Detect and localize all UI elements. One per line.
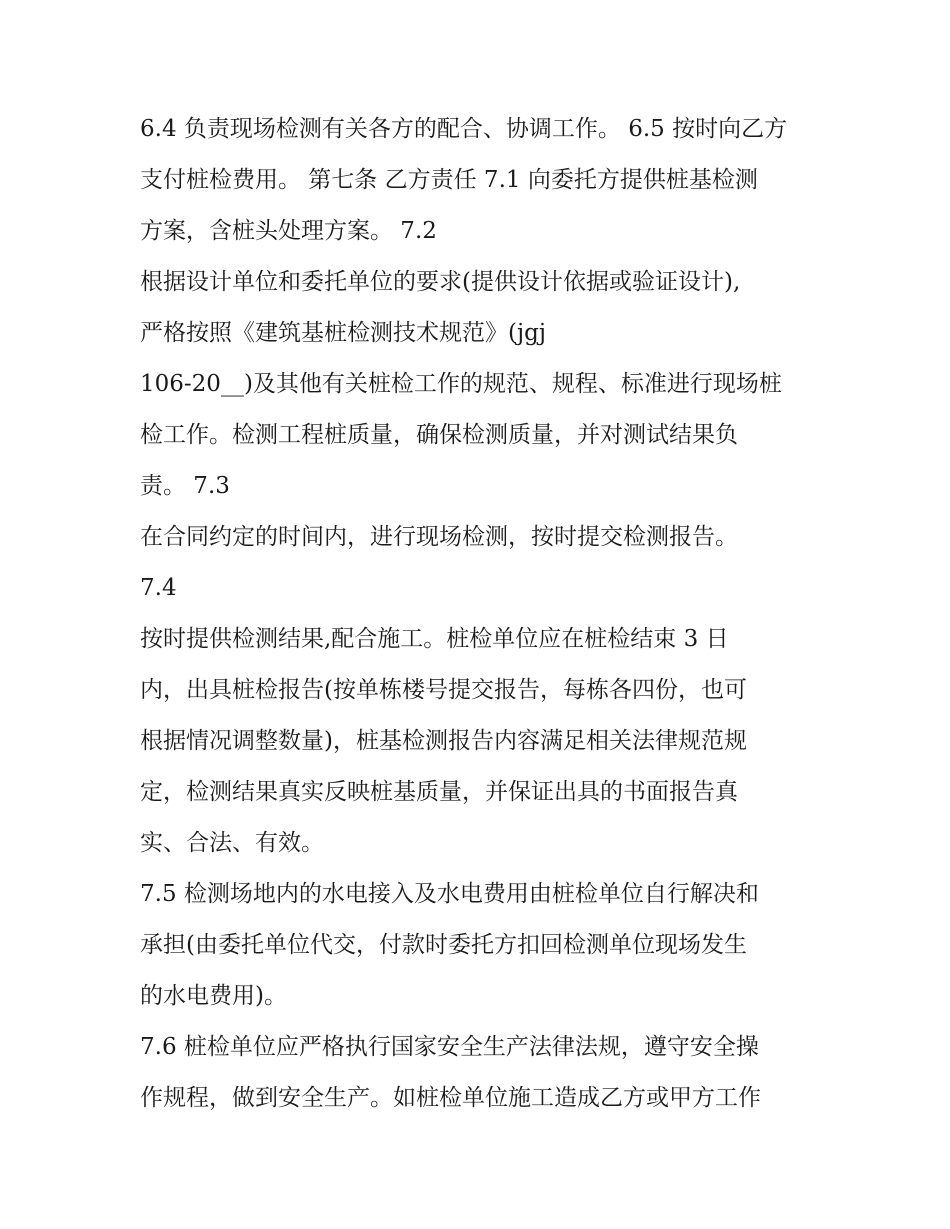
text-line: 7.5 检测场地内的水电接入及水电费用由桩检单位自行解决和 bbox=[140, 881, 759, 907]
text-line: 内，出具桩检报告(按单栋楼号提交报告，每栋各四份，也可 bbox=[140, 677, 747, 703]
document-body bbox=[140, 104, 820, 1124]
text-line: 根据设计单位和委托单位的要求(提供设计依据或验证设计), bbox=[140, 269, 741, 295]
text-line: 根据情况调整数量)，桩基检测报告内容满足相关法律规范规 bbox=[140, 728, 747, 754]
text-line: 承担(由委托单位代交，付款时委托方扣回检测单位现场发生 bbox=[140, 932, 747, 958]
text-line: 7.6 桩检单位应严格执行国家安全生产法律法规，遵守安全操 bbox=[140, 1034, 759, 1060]
text-line: 106-20__)及其他有关桩检工作的规范、规程、标准进行现场桩 bbox=[140, 371, 782, 397]
text-line: 方案，含桩头处理方案。 7.2 bbox=[140, 218, 437, 244]
text-line: 按时提供检测结果,配合施工。桩检单位应在桩检结束 3 日 bbox=[140, 626, 729, 652]
text-line: 作规程，做到安全生产。如桩检单位施工造成乙方或甲方工作 bbox=[140, 1085, 761, 1111]
text-line: 严格按照《建筑基桩检测技术规范》(jgj bbox=[140, 320, 546, 346]
text-line: 在合同约定的时间内，进行现场检测，按时提交检测报告。 bbox=[140, 524, 738, 550]
text-line: 6.4 负责现场检测有关各方的配合、协调工作。 6.5 按时向乙方 bbox=[140, 116, 788, 142]
text-line: 检工作。检测工程桩质量，确保检测质量，并对测试结果负 bbox=[140, 422, 738, 448]
text-line: 实、合法、有效。 bbox=[140, 830, 324, 856]
text-line: 支付桩检费用。 第七条 乙方责任 7.1 向委托方提供桩基检测 bbox=[140, 167, 758, 193]
text-line: 责。 7.3 bbox=[140, 473, 230, 499]
text-line: 定，检测结果真实反映桩基质量，并保证出具的书面报告真 bbox=[140, 779, 738, 805]
text-line: 的水电费用)。 bbox=[140, 983, 287, 1009]
text-line: 7.4 bbox=[140, 575, 177, 601]
